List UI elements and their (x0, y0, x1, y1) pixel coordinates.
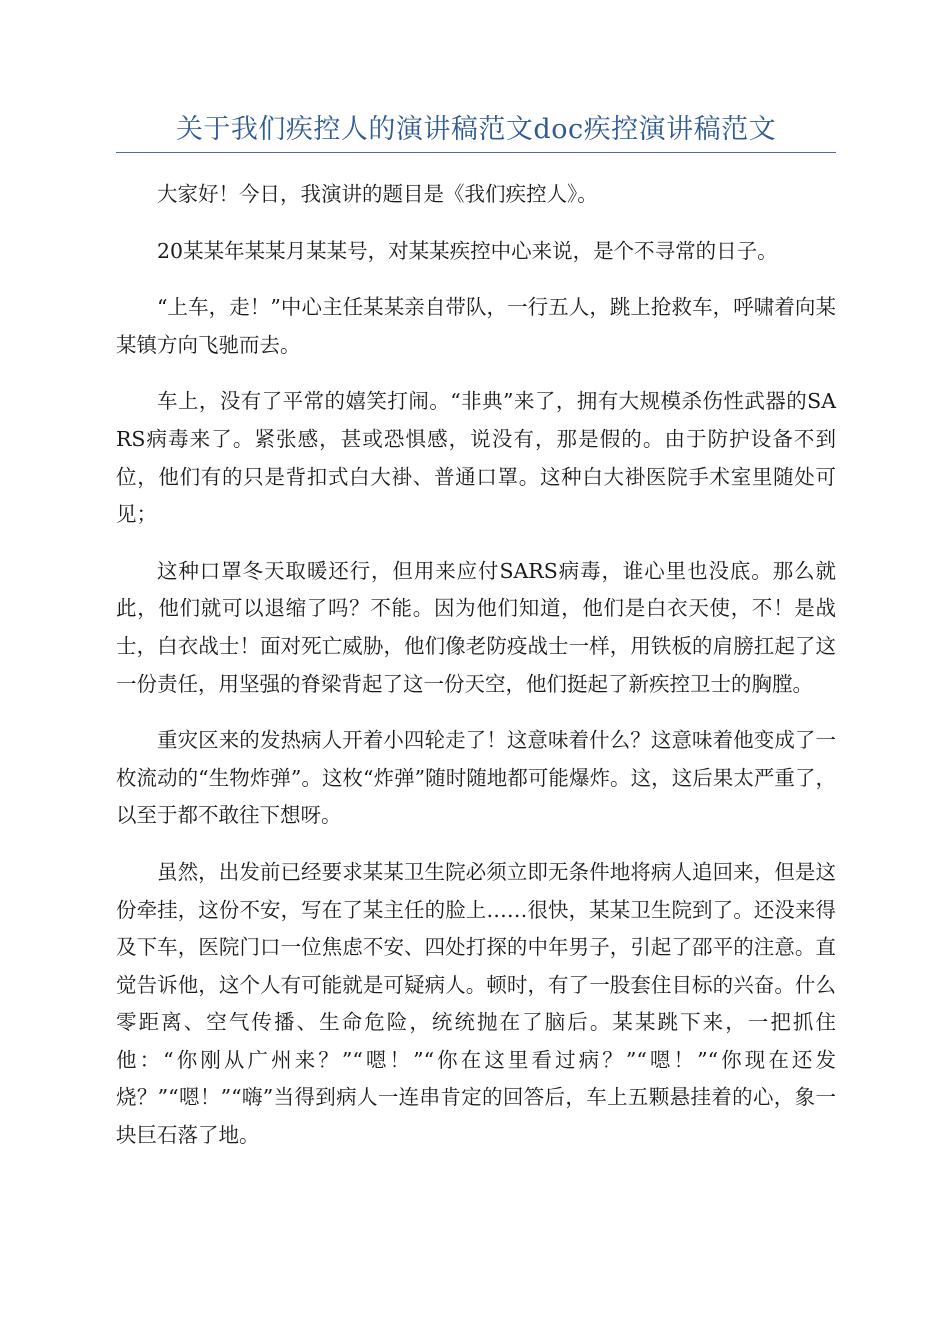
document-body (116, 176, 836, 1174)
paragraph-patient-left: 重灾区来的发热病人开着小四轮走了！这意味着什么？这意味着他变成了一枚流动的“生物炸弹”。这枚“炸弹”随时随地都可能爆炸。这，这后果太严重了，以至于都不敢往下想呀。 (116, 728, 836, 828)
document-title: 关于我们疾控人的演讲稿范文doc疾控演讲稿范文 (175, 114, 777, 145)
paragraph-found-patient: 虽然，出发前已经要求某某卫生院必须立即无条件地将病人追回来，但是这份牵挂，这份不安，写在了某主任的脸上……很快，某某卫生院到了。还没来得及下车，医院门口一位焦虑不安、四处打探的中年男子，引起了邵平的注意。直觉告诉他，这个人有可能就是可疑病人。顿时，有了一股套住目标的兴奋。什么零距离、空气传播、生命危险，统统抛在了脑后。某某跳下来，一把抓住他：“你刚从广州来？”“嗯！”“你在这里看过病？”“嗯！”“你现在还发烧？”“嗯！”“嗨”当得到病人一连串肯定的回答后，车上五颗悬挂着的心，象一块巨石落了地。 (116, 859, 836, 1148)
paragraph-date: 20某某年某某月某某号，对某某疾控中心来说，是个不寻常的日子。 (157, 238, 778, 263)
paragraph-departure: “上车，走！”中心主任某某亲自带队，一行五人，跳上抢救车，呼啸着向某某镇方向飞驰而去。 (116, 295, 836, 357)
paragraph-in-car: 车上，没有了平常的嬉笑打闹。“非典”来了，拥有大规模杀伤性武器的SARS病毒来了。紧张感，甚或恐惧感，说没有，那是假的。由于防护设备不到位，他们有的只是背扣式白大褂、普通口罩。这种白大褂医院手术室里随处可见； (116, 389, 836, 527)
paragraph-masks: 这种口罩冬天取暖还行，但用来应付SARS病毒，谁心里也没底。那么就此，他们就可以退缩了吗？不能。因为他们知道，他们是白衣天使，不！是战士，白衣战士！面对死亡威胁，他们像老防疫战士一样，用铁板的肩膀扛起了这一份责任，用坚强的脊梁背起了这一份天空，他们挺起了新疾控卫士的胸膛。 (116, 558, 836, 696)
title-block (116, 112, 836, 153)
paragraph-greeting: 大家好！今日，我演讲的题目是《我们疾控人》。 (157, 182, 598, 206)
